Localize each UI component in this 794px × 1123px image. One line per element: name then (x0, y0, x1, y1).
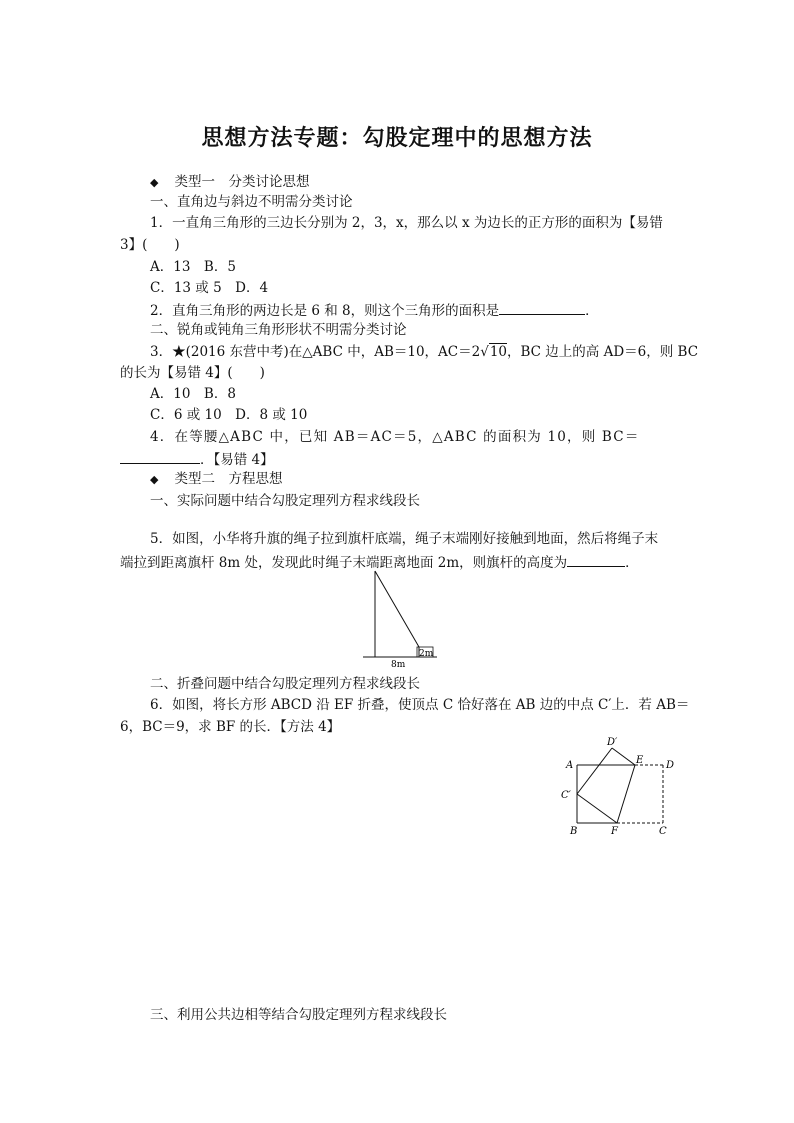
point-dprime-label: D′ (607, 737, 618, 748)
label-8m: 8m (391, 660, 406, 670)
q4-end: ．【易错 4】 (200, 452, 274, 468)
segment-dpe (612, 748, 635, 765)
q5-text: 端拉到距离旗杆 8m 处，发现此时绳子末端距离地面 2m，则旗杆的高度为 (120, 555, 568, 571)
segment-cpf (577, 794, 617, 823)
q2-answer-blank[interactable] (499, 300, 585, 315)
q4-line1 (150, 427, 658, 446)
q5-line1: 5．如图，小华将升旗的绳子拉到旗杆底端，绳子末端刚好接触到地面，然后将绳子末 (150, 531, 659, 547)
type2-heading (150, 470, 282, 489)
q1-options-cd: C．13 或 5 D．4 (150, 280, 269, 296)
diamond-icon: ◆ (150, 176, 159, 189)
section-heading-2: 二、锐角或钝角三角形形状不明需分类讨论 (150, 322, 407, 338)
q3-options-ab: A．10 B．8 (150, 386, 236, 402)
q2-line (150, 300, 599, 320)
q3-line2: 的长为【易错 4】( ) (120, 365, 265, 381)
q2-end: ． (585, 303, 599, 319)
q3-line1 (150, 343, 698, 361)
q3-options-cd: C．6 或 10 D．8 或 10 (150, 407, 308, 423)
flagpole-figure (355, 565, 445, 670)
fold-line-ef (617, 765, 635, 823)
point-f-label: F (611, 826, 618, 837)
q3-pre: 3．★(2016 东营中考)在△ABC 中，AB＝10，AC＝2 (150, 344, 481, 360)
q4-answer-blank[interactable] (120, 449, 200, 464)
q6-line1: 6．如图，将长方形 ABCD 沿 EF 折叠，使顶点 C 恰好落在 AB 边的中点 C′上．若 AB＝ (150, 697, 690, 713)
q4-text: 4．在等腰△ABC 中，已知 AB＝AC＝5，△ABC 的面积为 10，则 BC＝ (150, 429, 640, 445)
point-a-label: A (566, 760, 574, 771)
q3-radicand: 10 (489, 344, 508, 360)
section-heading-1: 一、直角边与斜边不明需分类讨论 (150, 194, 353, 210)
type1-label: 类型一 分类讨论思想 (174, 174, 310, 190)
q1-options-ab: A．13 B．5 (150, 259, 236, 275)
q3-post: ，BC 边上的高 AD＝6，则 BC (507, 344, 699, 360)
section-heading-3: 一、实际问题中结合勾股定理列方程求线段长 (150, 493, 420, 509)
type2-label: 类型二 方程思想 (174, 471, 283, 487)
folding-figure (555, 730, 690, 840)
section-heading-4: 二、折叠问题中结合勾股定理列方程求线段长 (150, 676, 420, 692)
type1-heading (150, 173, 309, 192)
q5-answer-blank[interactable] (567, 552, 625, 567)
q1-line1: 1．一直角三角形的三边长分别为 2，3，x，那么以 x 为边长的正方形的面积为【易错 (150, 215, 663, 231)
sqrt-symbol: √ (480, 344, 489, 360)
q4-line2 (120, 449, 274, 469)
q6-line2: 6，BC＝9，求 BF 的长．【方法 4】 (120, 719, 341, 735)
diamond-icon: ◆ (150, 473, 159, 486)
label-2m: 2m (419, 649, 434, 659)
q2-text: 2．直角三角形的两边长是 6 和 8，则这个三角形的面积是 (150, 303, 500, 319)
section-heading-5: 三、利用公共边相等结合勾股定理列方程求线段长 (150, 1007, 447, 1023)
q1-line2: 3】( ) (120, 237, 180, 253)
q5-end: ． (625, 555, 639, 571)
point-cprime-label: C′ (561, 790, 571, 801)
point-b-label: B (570, 826, 578, 837)
point-d-label: D (666, 760, 675, 771)
rope-line (375, 571, 419, 647)
page-title: 思想方法专题：勾股定理中的思想方法 (201, 125, 593, 151)
point-c-label: C (659, 826, 667, 837)
segment-cpdp (577, 748, 612, 794)
point-e-label: E (636, 755, 644, 766)
